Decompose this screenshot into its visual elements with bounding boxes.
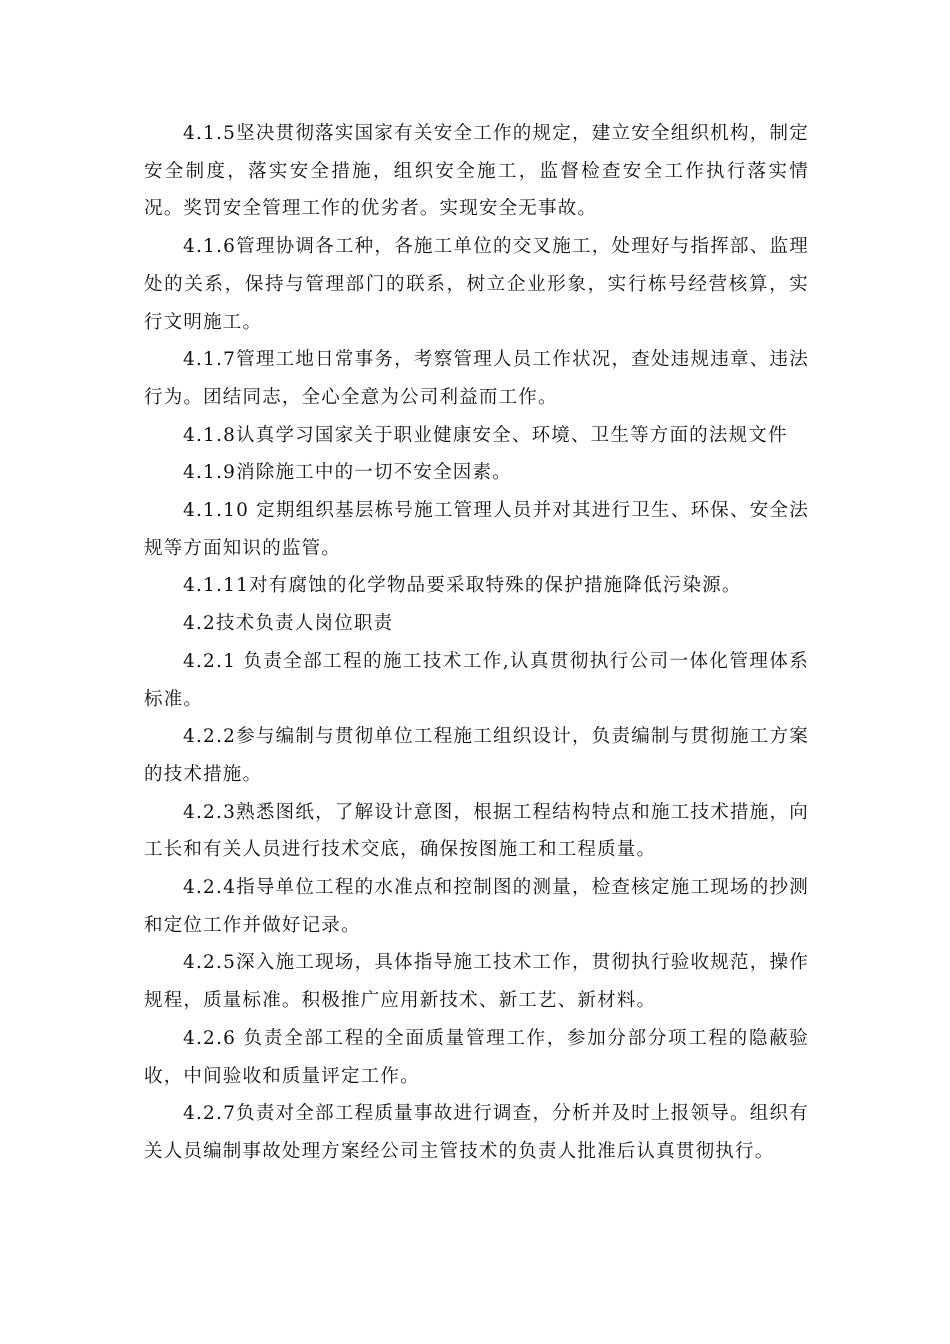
paragraph-4-2-1: 4.2.1 负责全部工程的施工技术工作,认真贯彻执行公司一体化管理体系标准。 [144, 650, 809, 710]
paragraph-4-1-6: 4.1.6管理协调各工种，各施工单位的交叉施工，处理好与指挥部、监理处的关系，保持与管理部门的联系，树立企业形象，实行栋号经营核算，实行文明施工。 [144, 236, 809, 333]
paragraph-4-2-4: 4.2.4指导单位工程的水准点和控制图的测量，检查核定施工现场的抄测和定位工作并做好记录。 [144, 877, 809, 936]
paragraph-4-1-10: 4.1.10 定期组织基层栋号施工管理人员并对其进行卫生、环保、安全法规等方面知识的监管。 [144, 500, 809, 559]
paragraph-4-2-2: 4.2.2参与编制与贯彻单位工程施工组织设计，负责编制与贯彻施工方案的技术措施。 [144, 726, 809, 785]
paragraph-4-2-7: 4.2.7负责对全部工程质量事故进行调查，分析并及时上报领导。组织有关人员编制事故处理方案经公司主管技术的负责人批准后认真贯彻执行。 [144, 1103, 809, 1162]
paragraph-4-1-8: 4.1.8认真学习国家关于职业健康安全、环境、卫生等方面的法规文件 [183, 424, 788, 446]
paragraph-4-2-6: 4.2.6 负责全部工程的全面质量管理工作，参加分部分项工程的隐蔽验收，中间验收和质量评定工作。 [144, 1027, 809, 1087]
paragraph-4-2-3: 4.2.3熟悉图纸，了解设计意图，根据工程结构特点和施工技术措施，向工长和有关人员进行技术交底，确保按图施工和工程质量。 [144, 801, 809, 861]
paragraph-4-1-11: 4.1.11对有腐蚀的化学物品要采取特殊的保护措施降低污染源。 [183, 575, 742, 597]
section-heading-4-2: 4.2技术负责人岗位职责 [183, 613, 394, 635]
document-body [144, 115, 809, 1171]
paragraph-4-1-5: 4.1.5坚决贯彻落实国家有关安全工作的规定，建立安全组织机构，制定安全制度，落实安全措施，组织安全施工，监督检查安全工作执行落实情况。奖罚安全管理工作的优劣者。实现安全无事故。 [144, 123, 809, 220]
paragraph-4-1-7: 4.1.7管理工地日常事务，考察管理人员工作状况，查处违规违章、违法行为。团结同志，全心全意为公司利益而工作。 [144, 349, 809, 408]
paragraph-4-2-5: 4.2.5深入施工现场，具体指导施工技术工作，贯彻执行验收规范，操作规程，质量标准。积极推广应用新技术、新工艺、新材料。 [144, 952, 809, 1012]
paragraph-4-1-9: 4.1.9消除施工中的一切不安全因素。 [183, 462, 512, 484]
